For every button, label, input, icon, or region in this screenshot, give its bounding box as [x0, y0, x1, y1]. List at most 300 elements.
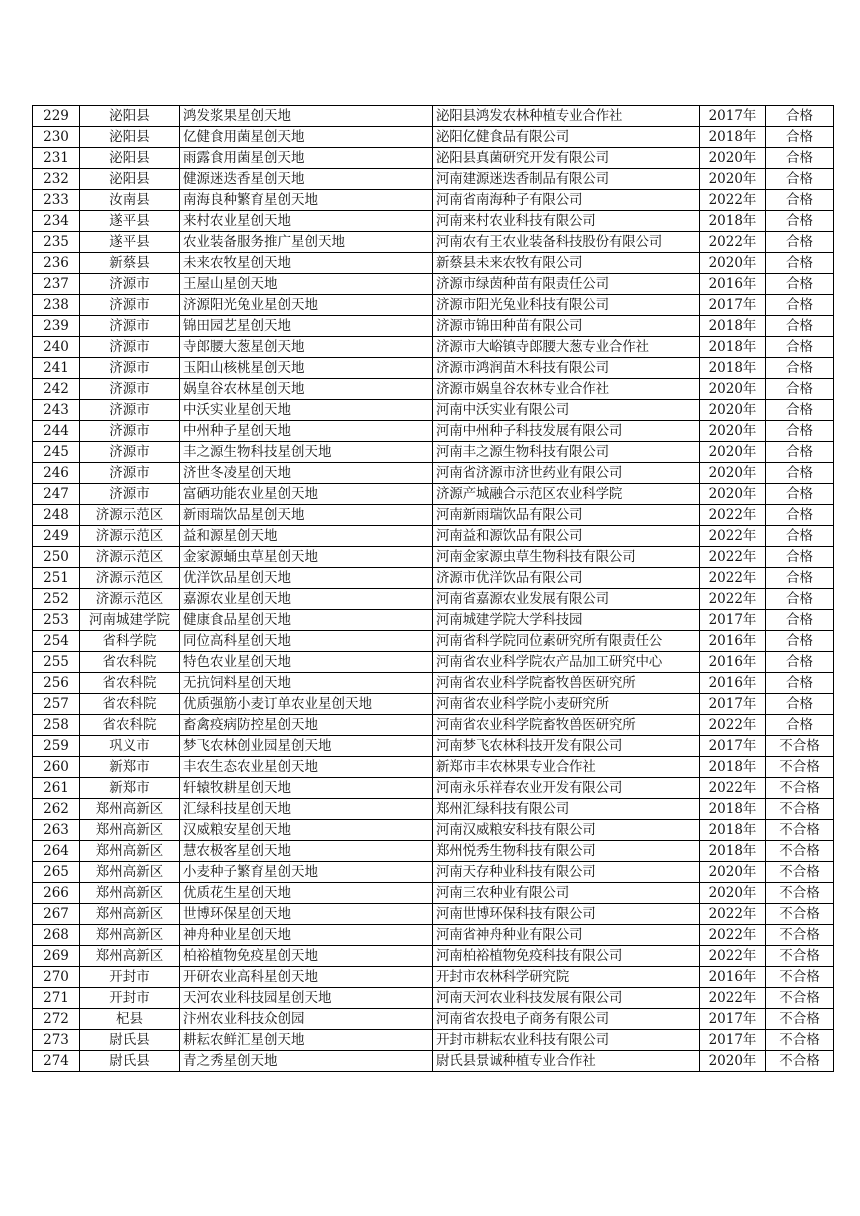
- platform-name-cell: 玉阳山核桃星创天地: [180, 358, 433, 379]
- county-cell: 杞县: [80, 1009, 180, 1030]
- year-cell: 2018年: [700, 337, 766, 358]
- county-cell: 开封市: [80, 967, 180, 988]
- operating-unit-cell: 新郑市丰农林果专业合作社: [433, 757, 700, 778]
- platform-name-cell: 雨露食用菌星创天地: [180, 148, 433, 169]
- table-row: [33, 1030, 834, 1051]
- platform-name-cell: 小麦种子繁育星创天地: [180, 862, 433, 883]
- county-cell: 河南城建学院: [80, 610, 180, 631]
- table-row: [33, 484, 834, 505]
- platform-name-cell: 优质强筋小麦订单农业星创天地: [180, 694, 433, 715]
- result-cell: 合格: [766, 295, 834, 316]
- table-row: [33, 526, 834, 547]
- county-cell: 济源示范区: [80, 526, 180, 547]
- platform-name-cell: 汉威粮安星创天地: [180, 820, 433, 841]
- county-cell: 济源示范区: [80, 547, 180, 568]
- county-cell: 泌阳县: [80, 127, 180, 148]
- table-row: [33, 715, 834, 736]
- result-cell: 不合格: [766, 1009, 834, 1030]
- operating-unit-cell: 济源市大峪镇寺郎腰大葱专业合作社: [433, 337, 700, 358]
- result-cell: 合格: [766, 484, 834, 505]
- table-row: [33, 211, 834, 232]
- platform-name-cell: 健康食品星创天地: [180, 610, 433, 631]
- year-cell: 2018年: [700, 211, 766, 232]
- year-cell: 2022年: [700, 232, 766, 253]
- result-cell: 合格: [766, 274, 834, 295]
- result-cell: 合格: [766, 253, 834, 274]
- year-cell: 2018年: [700, 799, 766, 820]
- result-cell: 合格: [766, 673, 834, 694]
- row-number-cell: 236: [33, 253, 80, 274]
- operating-unit-cell: 济源市鸿润苗木科技有限公司: [433, 358, 700, 379]
- row-number-cell: 243: [33, 400, 80, 421]
- table-row: [33, 106, 834, 127]
- table-row: [33, 274, 834, 295]
- year-cell: 2022年: [700, 988, 766, 1009]
- table-row: [33, 148, 834, 169]
- year-cell: 2020年: [700, 484, 766, 505]
- platform-name-cell: 益和源星创天地: [180, 526, 433, 547]
- table-row: [33, 652, 834, 673]
- table-row: [33, 757, 834, 778]
- operating-unit-cell: 河南建源迷迭香制品有限公司: [433, 169, 700, 190]
- result-cell: 合格: [766, 589, 834, 610]
- table-row: [33, 337, 834, 358]
- platform-name-cell: 锦田园艺星创天地: [180, 316, 433, 337]
- result-cell: 合格: [766, 232, 834, 253]
- row-number-cell: 253: [33, 610, 80, 631]
- row-number-cell: 235: [33, 232, 80, 253]
- table-row: [33, 946, 834, 967]
- result-cell: 不合格: [766, 1051, 834, 1072]
- county-cell: 省科学院: [80, 631, 180, 652]
- result-cell: 合格: [766, 358, 834, 379]
- platform-name-cell: 金家源蛹虫草星创天地: [180, 547, 433, 568]
- result-cell: 不合格: [766, 820, 834, 841]
- table-row: [33, 988, 834, 1009]
- table-row: [33, 736, 834, 757]
- year-cell: 2018年: [700, 820, 766, 841]
- operating-unit-cell: 河南省农业科学院农产品加工研究中心: [433, 652, 700, 673]
- operating-unit-cell: 河南新雨瑞饮品有限公司: [433, 505, 700, 526]
- result-cell: 合格: [766, 631, 834, 652]
- table-row: [33, 694, 834, 715]
- result-cell: 合格: [766, 190, 834, 211]
- platform-name-cell: 济世冬凌星创天地: [180, 463, 433, 484]
- row-number-cell: 257: [33, 694, 80, 715]
- platform-name-cell: 梦飞农林创业园星创天地: [180, 736, 433, 757]
- result-cell: 不合格: [766, 1030, 834, 1051]
- year-cell: 2020年: [700, 148, 766, 169]
- county-cell: 省农科院: [80, 673, 180, 694]
- result-cell: 合格: [766, 148, 834, 169]
- result-cell: 合格: [766, 715, 834, 736]
- county-cell: 开封市: [80, 988, 180, 1009]
- platform-name-cell: 中沃实业星创天地: [180, 400, 433, 421]
- year-cell: 2016年: [700, 652, 766, 673]
- platform-name-cell: 耕耘农鲜汇星创天地: [180, 1030, 433, 1051]
- year-cell: 2016年: [700, 274, 766, 295]
- county-cell: 郑州高新区: [80, 820, 180, 841]
- result-cell: 合格: [766, 463, 834, 484]
- operating-unit-cell: 河南城建学院大学科技园: [433, 610, 700, 631]
- year-cell: 2020年: [700, 883, 766, 904]
- row-number-cell: 234: [33, 211, 80, 232]
- county-cell: 济源市: [80, 379, 180, 400]
- county-cell: 新蔡县: [80, 253, 180, 274]
- result-cell: 合格: [766, 652, 834, 673]
- table-row: [33, 232, 834, 253]
- platform-name-cell: 神舟种业星创天地: [180, 925, 433, 946]
- county-cell: 汝南县: [80, 190, 180, 211]
- operating-unit-cell: 尉氏县景诚种植专业合作社: [433, 1051, 700, 1072]
- operating-unit-cell: 河南农有王农业装备科技股份有限公司: [433, 232, 700, 253]
- table-row: [33, 568, 834, 589]
- year-cell: 2018年: [700, 358, 766, 379]
- operating-unit-cell: 河南三农种业有限公司: [433, 883, 700, 904]
- result-cell: 合格: [766, 316, 834, 337]
- year-cell: 2022年: [700, 526, 766, 547]
- year-cell: 2020年: [700, 169, 766, 190]
- operating-unit-cell: 开封市耕耘农业科技有限公司: [433, 1030, 700, 1051]
- row-number-cell: 239: [33, 316, 80, 337]
- row-number-cell: 273: [33, 1030, 80, 1051]
- evaluation-table: [32, 105, 834, 1072]
- operating-unit-cell: 河南省农投电子商务有限公司: [433, 1009, 700, 1030]
- county-cell: 郑州高新区: [80, 862, 180, 883]
- year-cell: 2020年: [700, 1051, 766, 1072]
- row-number-cell: 267: [33, 904, 80, 925]
- row-number-cell: 249: [33, 526, 80, 547]
- year-cell: 2020年: [700, 400, 766, 421]
- operating-unit-cell: 开封市农林科学研究院: [433, 967, 700, 988]
- operating-unit-cell: 河南省南海种子有限公司: [433, 190, 700, 211]
- table-row: [33, 127, 834, 148]
- table-row: [33, 358, 834, 379]
- result-cell: 合格: [766, 379, 834, 400]
- row-number-cell: 252: [33, 589, 80, 610]
- row-number-cell: 270: [33, 967, 80, 988]
- table-row: [33, 442, 834, 463]
- county-cell: 遂平县: [80, 211, 180, 232]
- county-cell: 遂平县: [80, 232, 180, 253]
- platform-name-cell: 青之秀星创天地: [180, 1051, 433, 1072]
- year-cell: 2020年: [700, 253, 766, 274]
- result-cell: 合格: [766, 547, 834, 568]
- table-row: [33, 253, 834, 274]
- operating-unit-cell: 泌阳亿健食品有限公司: [433, 127, 700, 148]
- table-row: [33, 169, 834, 190]
- county-cell: 济源示范区: [80, 505, 180, 526]
- county-cell: 济源市: [80, 484, 180, 505]
- county-cell: 省农科院: [80, 652, 180, 673]
- platform-name-cell: 王屋山星创天地: [180, 274, 433, 295]
- operating-unit-cell: 河南省科学院同位素研究所有限责任公: [433, 631, 700, 652]
- year-cell: 2022年: [700, 190, 766, 211]
- table-row: [33, 631, 834, 652]
- platform-name-cell: 无抗饲料星创天地: [180, 673, 433, 694]
- county-cell: 郑州高新区: [80, 841, 180, 862]
- year-cell: 2016年: [700, 967, 766, 988]
- county-cell: 济源市: [80, 295, 180, 316]
- row-number-cell: 247: [33, 484, 80, 505]
- county-cell: 郑州高新区: [80, 925, 180, 946]
- year-cell: 2022年: [700, 568, 766, 589]
- row-number-cell: 258: [33, 715, 80, 736]
- platform-name-cell: 天河农业科技园星创天地: [180, 988, 433, 1009]
- row-number-cell: 232: [33, 169, 80, 190]
- table-row: [33, 547, 834, 568]
- row-number-cell: 251: [33, 568, 80, 589]
- year-cell: 2016年: [700, 673, 766, 694]
- result-cell: 不合格: [766, 988, 834, 1009]
- operating-unit-cell: 河南来村农业科技有限公司: [433, 211, 700, 232]
- platform-name-cell: 轩辕牧耕星创天地: [180, 778, 433, 799]
- year-cell: 2016年: [700, 631, 766, 652]
- year-cell: 2022年: [700, 778, 766, 799]
- table-row: [33, 778, 834, 799]
- row-number-cell: 265: [33, 862, 80, 883]
- result-cell: 不合格: [766, 925, 834, 946]
- operating-unit-cell: 河南省农业科学院畜牧兽医研究所: [433, 673, 700, 694]
- platform-name-cell: 同位高科星创天地: [180, 631, 433, 652]
- operating-unit-cell: 河南中沃实业有限公司: [433, 400, 700, 421]
- county-cell: 郑州高新区: [80, 946, 180, 967]
- result-cell: 合格: [766, 127, 834, 148]
- platform-name-cell: 汇绿科技星创天地: [180, 799, 433, 820]
- result-cell: 不合格: [766, 883, 834, 904]
- result-cell: 不合格: [766, 904, 834, 925]
- operating-unit-cell: 河南省农业科学院小麦研究所: [433, 694, 700, 715]
- table-row: [33, 505, 834, 526]
- year-cell: 2018年: [700, 127, 766, 148]
- operating-unit-cell: 河南天存种业科技有限公司: [433, 862, 700, 883]
- county-cell: 新郑市: [80, 778, 180, 799]
- platform-name-cell: 南海良种繁育星创天地: [180, 190, 433, 211]
- platform-name-cell: 富硒功能农业星创天地: [180, 484, 433, 505]
- county-cell: 济源市: [80, 400, 180, 421]
- year-cell: 2018年: [700, 316, 766, 337]
- operating-unit-cell: 河南梦飞农林科技开发有限公司: [433, 736, 700, 757]
- row-number-cell: 238: [33, 295, 80, 316]
- row-number-cell: 248: [33, 505, 80, 526]
- operating-unit-cell: 河南中州种子科技发展有限公司: [433, 421, 700, 442]
- operating-unit-cell: 河南天河农业科技发展有限公司: [433, 988, 700, 1009]
- platform-name-cell: 农业装备服务推广星创天地: [180, 232, 433, 253]
- result-cell: 不合格: [766, 967, 834, 988]
- platform-name-cell: 优洋饮品星创天地: [180, 568, 433, 589]
- year-cell: 2020年: [700, 421, 766, 442]
- year-cell: 2017年: [700, 610, 766, 631]
- row-number-cell: 269: [33, 946, 80, 967]
- row-number-cell: 268: [33, 925, 80, 946]
- operating-unit-cell: 济源市锦田种苗有限公司: [433, 316, 700, 337]
- platform-name-cell: 汴州农业科技众创园: [180, 1009, 433, 1030]
- table-row: [33, 1009, 834, 1030]
- operating-unit-cell: 新蔡县未来农牧有限公司: [433, 253, 700, 274]
- platform-name-cell: 优质花生星创天地: [180, 883, 433, 904]
- table-row: [33, 610, 834, 631]
- platform-name-cell: 慧农极客星创天地: [180, 841, 433, 862]
- row-number-cell: 241: [33, 358, 80, 379]
- year-cell: 2017年: [700, 295, 766, 316]
- table-row: [33, 379, 834, 400]
- operating-unit-cell: 济源市娲皇谷农林专业合作社: [433, 379, 700, 400]
- platform-name-cell: 新雨瑞饮品星创天地: [180, 505, 433, 526]
- county-cell: 省农科院: [80, 694, 180, 715]
- row-number-cell: 245: [33, 442, 80, 463]
- table-row: [33, 1051, 834, 1072]
- year-cell: 2017年: [700, 1009, 766, 1030]
- row-number-cell: 254: [33, 631, 80, 652]
- row-number-cell: 256: [33, 673, 80, 694]
- county-cell: 济源示范区: [80, 568, 180, 589]
- operating-unit-cell: 郑州汇绿科技有限公司: [433, 799, 700, 820]
- county-cell: 济源示范区: [80, 589, 180, 610]
- year-cell: 2018年: [700, 757, 766, 778]
- row-number-cell: 271: [33, 988, 80, 1009]
- table-row: [33, 820, 834, 841]
- result-cell: 不合格: [766, 736, 834, 757]
- platform-name-cell: 娲皇谷农林星创天地: [180, 379, 433, 400]
- result-cell: 合格: [766, 526, 834, 547]
- platform-name-cell: 中州种子星创天地: [180, 421, 433, 442]
- county-cell: 泌阳县: [80, 148, 180, 169]
- operating-unit-cell: 济源市优洋饮品有限公司: [433, 568, 700, 589]
- county-cell: 济源市: [80, 274, 180, 295]
- county-cell: 泌阳县: [80, 169, 180, 190]
- operating-unit-cell: 郑州悦秀生物科技有限公司: [433, 841, 700, 862]
- county-cell: 省农科院: [80, 715, 180, 736]
- county-cell: 济源市: [80, 358, 180, 379]
- operating-unit-cell: 河南金家源虫草生物科技有限公司: [433, 547, 700, 568]
- platform-name-cell: 特色农业星创天地: [180, 652, 433, 673]
- county-cell: 巩义市: [80, 736, 180, 757]
- operating-unit-cell: 河南柏裕植物免疫科技有限公司: [433, 946, 700, 967]
- table-row: [33, 799, 834, 820]
- row-number-cell: 250: [33, 547, 80, 568]
- row-number-cell: 244: [33, 421, 80, 442]
- platform-name-cell: 鸿发浆果星创天地: [180, 106, 433, 127]
- platform-name-cell: 丰农生态农业星创天地: [180, 757, 433, 778]
- row-number-cell: 246: [33, 463, 80, 484]
- result-cell: 不合格: [766, 757, 834, 778]
- result-cell: 合格: [766, 211, 834, 232]
- row-number-cell: 233: [33, 190, 80, 211]
- result-cell: 合格: [766, 610, 834, 631]
- operating-unit-cell: 河南益和源饮品有限公司: [433, 526, 700, 547]
- platform-name-cell: 开研农业高科星创天地: [180, 967, 433, 988]
- platform-name-cell: 世博环保星创天地: [180, 904, 433, 925]
- year-cell: 2017年: [700, 106, 766, 127]
- row-number-cell: 230: [33, 127, 80, 148]
- county-cell: 济源市: [80, 421, 180, 442]
- year-cell: 2020年: [700, 379, 766, 400]
- table-row: [33, 883, 834, 904]
- platform-name-cell: 济源阳光兔业星创天地: [180, 295, 433, 316]
- row-number-cell: 237: [33, 274, 80, 295]
- county-cell: 新郑市: [80, 757, 180, 778]
- county-cell: 郑州高新区: [80, 883, 180, 904]
- table-row: [33, 925, 834, 946]
- operating-unit-cell: 泌阳县真菌研究开发有限公司: [433, 148, 700, 169]
- county-cell: 济源市: [80, 337, 180, 358]
- operating-unit-cell: 河南世博环保科技有限公司: [433, 904, 700, 925]
- operating-unit-cell: 泌阳县鸿发农林种植专业合作社: [433, 106, 700, 127]
- platform-name-cell: 健源迷迭香星创天地: [180, 169, 433, 190]
- table-body: [33, 106, 834, 1072]
- row-number-cell: 274: [33, 1051, 80, 1072]
- county-cell: 泌阳县: [80, 106, 180, 127]
- platform-name-cell: 亿健食用菌星创天地: [180, 127, 433, 148]
- row-number-cell: 262: [33, 799, 80, 820]
- result-cell: 不合格: [766, 946, 834, 967]
- table-row: [33, 841, 834, 862]
- year-cell: 2022年: [700, 547, 766, 568]
- platform-name-cell: 来村农业星创天地: [180, 211, 433, 232]
- county-cell: 郑州高新区: [80, 904, 180, 925]
- operating-unit-cell: 河南丰之源生物科技有限公司: [433, 442, 700, 463]
- table-row: [33, 862, 834, 883]
- county-cell: 郑州高新区: [80, 799, 180, 820]
- row-number-cell: 260: [33, 757, 80, 778]
- row-number-cell: 229: [33, 106, 80, 127]
- year-cell: 2022年: [700, 925, 766, 946]
- platform-name-cell: 寺郎腰大葱星创天地: [180, 337, 433, 358]
- result-cell: 合格: [766, 106, 834, 127]
- table-row: [33, 463, 834, 484]
- result-cell: 不合格: [766, 799, 834, 820]
- year-cell: 2017年: [700, 736, 766, 757]
- platform-name-cell: 丰之源生物科技星创天地: [180, 442, 433, 463]
- table-row: [33, 400, 834, 421]
- operating-unit-cell: 济源市绿茵种苗有限责任公司: [433, 274, 700, 295]
- county-cell: 尉氏县: [80, 1030, 180, 1051]
- year-cell: 2022年: [700, 505, 766, 526]
- row-number-cell: 272: [33, 1009, 80, 1030]
- operating-unit-cell: 济源产城融合示范区农业科学院: [433, 484, 700, 505]
- result-cell: 合格: [766, 337, 834, 358]
- row-number-cell: 255: [33, 652, 80, 673]
- row-number-cell: 264: [33, 841, 80, 862]
- platform-name-cell: 未来农牧星创天地: [180, 253, 433, 274]
- result-cell: 不合格: [766, 841, 834, 862]
- operating-unit-cell: 河南省神舟种业有限公司: [433, 925, 700, 946]
- year-cell: 2017年: [700, 1030, 766, 1051]
- year-cell: 2020年: [700, 463, 766, 484]
- result-cell: 合格: [766, 694, 834, 715]
- table-row: [33, 295, 834, 316]
- table-row: [33, 316, 834, 337]
- operating-unit-cell: 河南汉威粮安科技有限公司: [433, 820, 700, 841]
- result-cell: 合格: [766, 169, 834, 190]
- year-cell: 2020年: [700, 862, 766, 883]
- row-number-cell: 266: [33, 883, 80, 904]
- operating-unit-cell: 济源市阳光兔业科技有限公司: [433, 295, 700, 316]
- year-cell: 2017年: [700, 694, 766, 715]
- operating-unit-cell: 河南省济源市济世药业有限公司: [433, 463, 700, 484]
- county-cell: 济源市: [80, 442, 180, 463]
- row-number-cell: 263: [33, 820, 80, 841]
- row-number-cell: 261: [33, 778, 80, 799]
- platform-name-cell: 畜禽疫病防控星创天地: [180, 715, 433, 736]
- operating-unit-cell: 河南省农业科学院畜牧兽医研究所: [433, 715, 700, 736]
- row-number-cell: 231: [33, 148, 80, 169]
- result-cell: 合格: [766, 421, 834, 442]
- row-number-cell: 242: [33, 379, 80, 400]
- county-cell: 济源市: [80, 316, 180, 337]
- table-row: [33, 421, 834, 442]
- table-row: [33, 589, 834, 610]
